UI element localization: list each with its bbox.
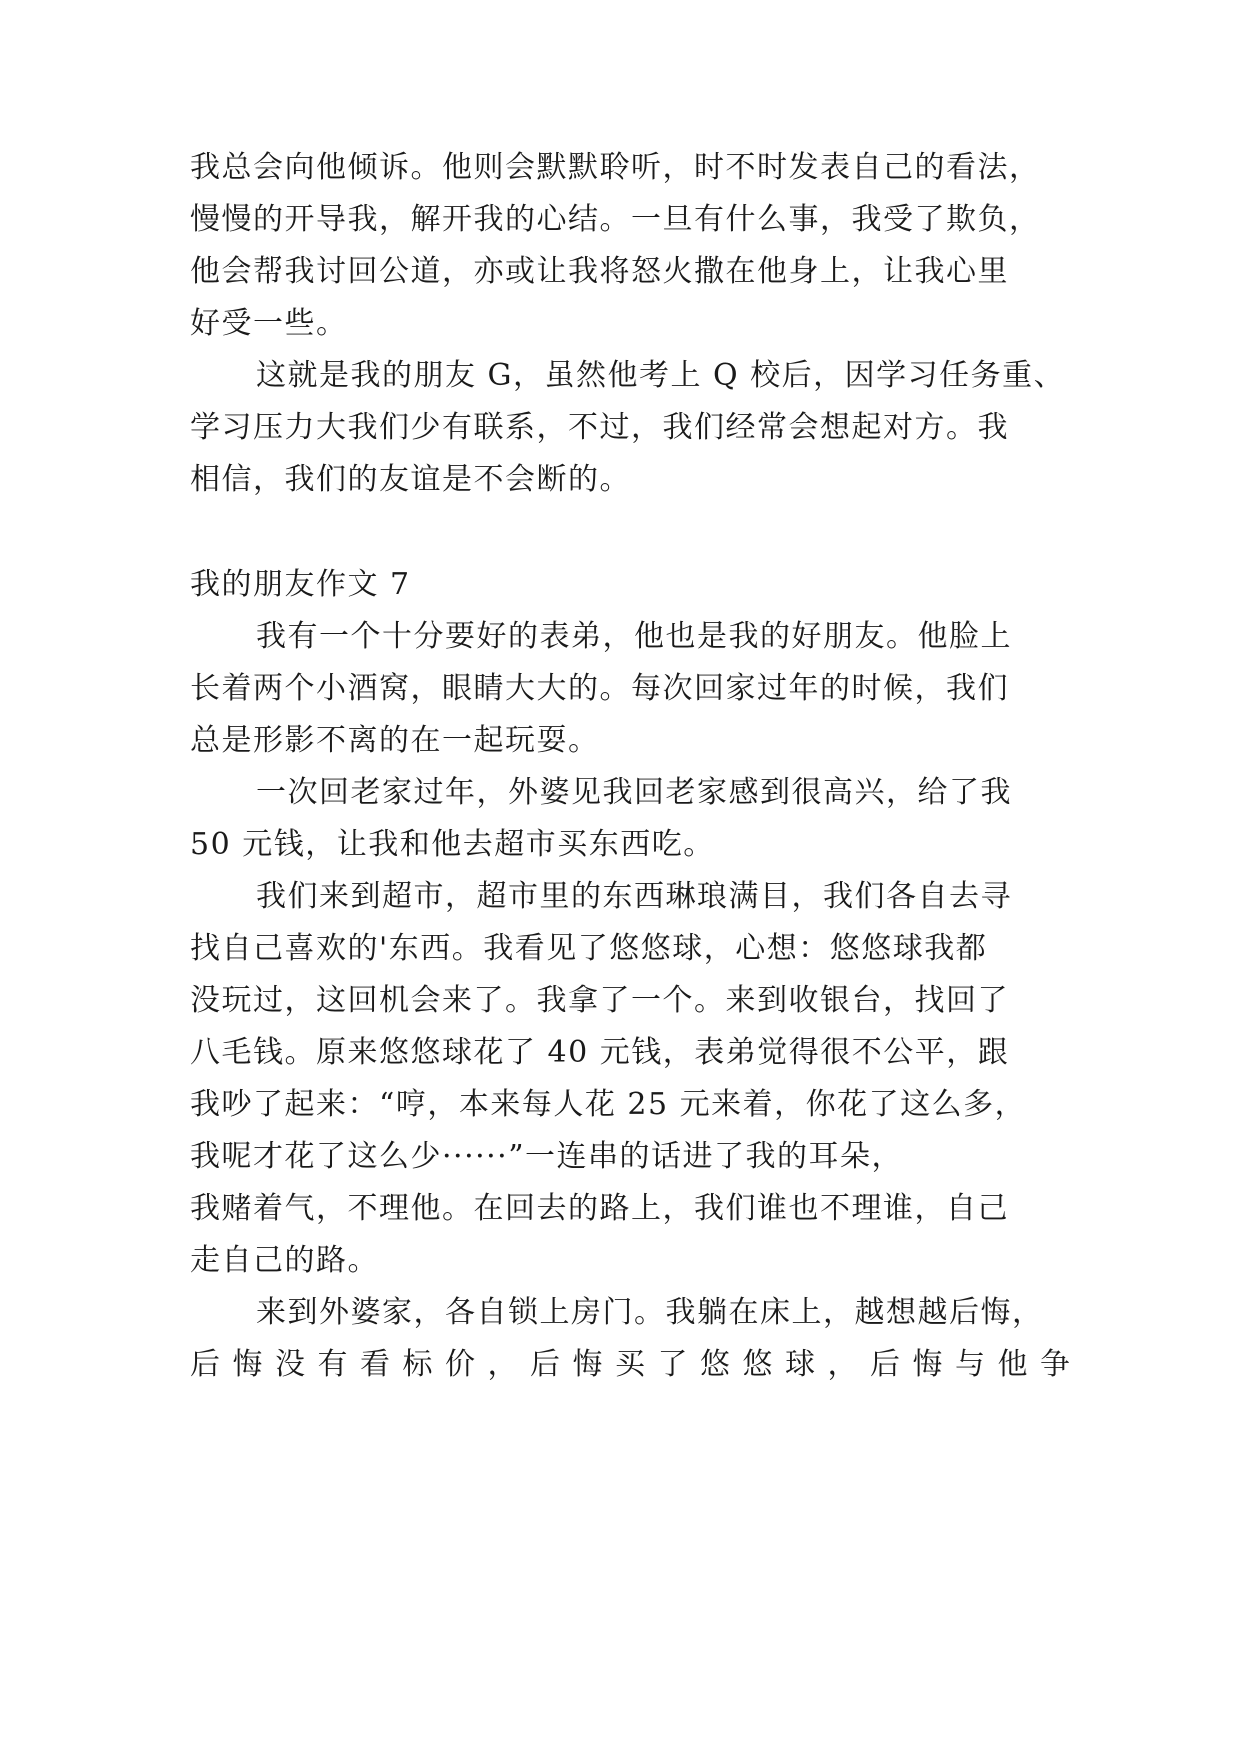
body-text-line: 学习压力大我们少有联系，不过，我们经常会想起对方。我 [190,410,1009,445]
body-text-line: 来到外婆家，各自锁上房门。我躺在床上，越想越后悔， [256,1295,1044,1330]
body-text-line: 他会帮我讨回公道，亦或让我将怒火撒在他身上，让我心里 [190,254,1009,289]
section-title: 我的朋友作文 7 [190,567,411,602]
body-text-line: 慢慢的开导我，解开我的心结。一旦有什么事，我受了欺负， [190,202,1041,237]
body-text-line: 我赌着气，不理他。在回去的路上，我们谁也不理谁，自己 [190,1191,1009,1226]
body-text-line: 相信，我们的友谊是不会断的。 [190,462,631,497]
body-text-line: 长着两个小酒窝，眼睛大大的。每次回家过年的时候，我们 [190,671,1009,706]
body-text-line: 走自己的路。 [190,1243,379,1278]
body-text-line: 八毛钱。原来悠悠球花了 40 元钱，表弟觉得很不公平，跟 [190,1035,1010,1070]
body-text-line: 我呢才花了这么少······”一连串的话进了我的耳朵， [190,1139,904,1174]
body-text-line: 我有一个十分要好的表弟，他也是我的好朋友。他脸上 [256,619,1012,654]
body-text-line: 没玩过，这回机会来了。我拿了一个。来到收银台，找回了 [190,983,1009,1018]
body-text-line: 好受一些。 [190,306,348,341]
body-text-line: 50 元钱，让我和他去超市买东西吃。 [190,827,715,862]
body-text-line: 总是形影不离的在一起玩耍。 [190,723,600,758]
body-text-line: 我总会向他倾诉。他则会默默聆听，时不时发表自己的看法， [190,150,1041,185]
body-text-line: 找自己喜欢的'东西。我看见了悠悠球，心想：悠悠球我都 [190,931,988,966]
body-text-line: 我们来到超市，超市里的东西琳琅满目，我们各自去寻 [256,879,1012,914]
body-text-line: 我吵了起来：“哼，本来每人花 25 元来着，你花了这么多， [190,1087,1027,1122]
body-text-line: 后悔没有看标价，后悔买了悠悠球，后悔与他争 [190,1347,1083,1382]
body-text-line: 一次回老家过年，外婆见我回老家感到很高兴，给了我 [256,775,1012,810]
body-text-line: 这就是我的朋友 G，虽然他考上 Q 校后，因学习任务重、 [256,358,1066,393]
